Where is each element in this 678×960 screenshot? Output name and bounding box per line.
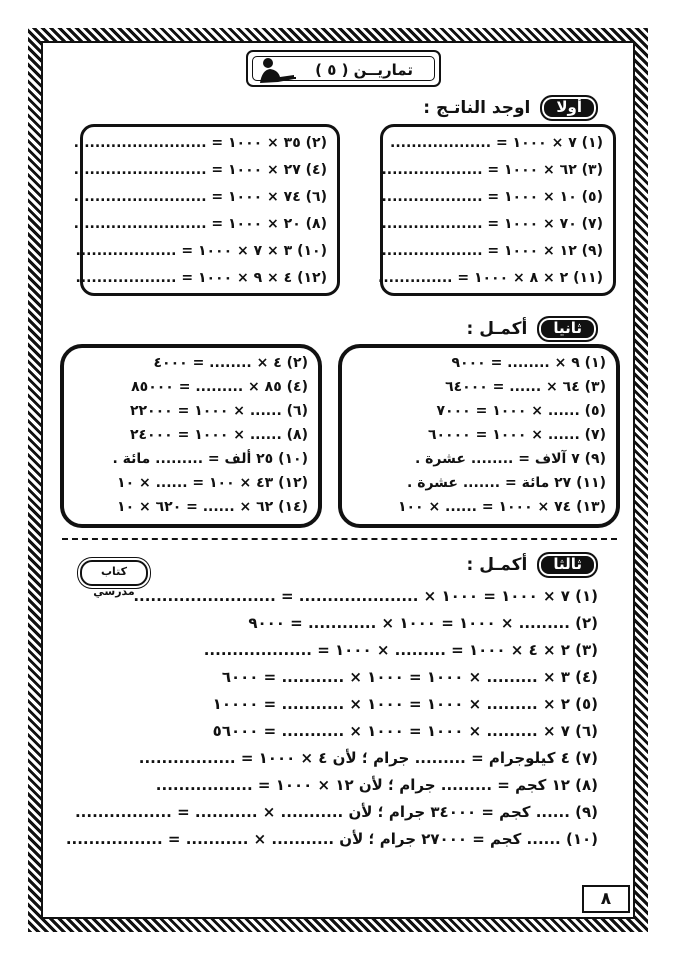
- exercise-item: (٨) ...... × ١٠٠٠ = ٢٤٠٠٠: [129, 427, 308, 443]
- page-number: ٨: [582, 885, 630, 913]
- exercise-item: (٥) ...... × ١٠٠٠ = ٧٠٠٠: [436, 403, 606, 419]
- section1-label: اوجد الناتـج :: [423, 98, 531, 118]
- exercise-item: (١٢) ٤٣ × ١٠٠ = ...... × ١٠: [117, 475, 308, 491]
- exercise-item: (٤) ٢٧ × ١٠٠٠ = .........................: [73, 162, 327, 178]
- exercise-item: (٦) ٧٤ × ١٠٠٠ = .........................: [73, 189, 327, 205]
- section2-right-box: [338, 344, 620, 528]
- exercise-item: (١٠) ٢٥ ألف = ......... مائة .: [112, 451, 308, 467]
- exercise-item: (١) ٩ × ........ = ٩٠٠٠: [451, 355, 606, 371]
- exercise-item: (١١) ٢ × ٨ × ١٠٠٠ = ..............: [378, 270, 603, 286]
- exercise-item: (٩) ٧ آلاف = ........ عشرة .: [414, 451, 606, 467]
- exercise-item: (١٤) ٦٢ × ...... = ٦٢٠ × ١٠: [117, 499, 308, 515]
- section3-label: أكمـل :: [466, 555, 528, 575]
- exercise-item: (١٠) ...... كجم = ٢٧٠٠٠ جرام ؛ لأن ........... × ........... = .................: [65, 830, 598, 848]
- section2-header: [467, 316, 598, 342]
- section3-header: [467, 552, 598, 578]
- student-writing-icon: [254, 55, 298, 85]
- exercise-item: (٥) ١٠ × ١٠٠٠ = ...................: [381, 189, 603, 205]
- exercise-item: (٧) ٤ كيلوجرام = ......... جرام ؛ لأن ٤ × ١٠٠٠ = .................: [138, 749, 598, 767]
- exercise-item: (٧) ...... × ١٠٠٠ = ٦٠٠٠٠: [427, 427, 606, 443]
- exercise-item: (٣) ٦٢ × ١٠٠٠ = ...................: [381, 162, 603, 178]
- exercise-item: (٧) ٧٠ × ١٠٠٠ = ...................: [381, 216, 603, 232]
- section1-header: [423, 95, 598, 121]
- section1-badge: أولا: [540, 95, 598, 121]
- exercise-item: (١٢) ٤ × ٩ × ١٠٠٠ = ...................: [75, 270, 327, 286]
- section3-badge: ثالثا: [537, 552, 598, 578]
- exercise-item: (٢) ٤ × ........ = ٤٠٠٠: [153, 355, 308, 371]
- exercise-item: (٥) ٢ × ......... × ١٠٠٠ = ١٠٠٠ × ........... = ١٠٠٠٠: [212, 695, 598, 713]
- section1-left-box: [73, 124, 340, 296]
- exercise-item: (٦) ...... × ١٠٠٠ = ٢٢٠٠٠: [129, 403, 308, 419]
- textbook-tag: كتاب مدرسي: [80, 560, 148, 586]
- exercise-item: (١٣) ٧٤ × ١٠٠٠ = ...... × ١٠٠: [397, 499, 606, 515]
- exercise-item: (١) ٧ × ١٠٠٠ = ...................: [390, 135, 603, 151]
- section2-label: أكمـل :: [466, 319, 528, 339]
- section2-badge: ثانيا: [537, 316, 598, 342]
- exercise-item: (٢) ٣٥ × ١٠٠٠ = .........................: [73, 135, 327, 151]
- page-title: تماريــن ( ٥ ): [315, 61, 413, 79]
- exercise-item: (٣) ٢ × ٤ × ١٠٠٠ = ......... × ١٠٠٠ = ...................: [203, 641, 598, 659]
- exercise-item: (١١) ٢٧ مائة = ....... عشرة .: [407, 475, 606, 491]
- exercise-item: (٦) ٧ × ......... × ١٠٠٠ = ١٠٠٠ × ........... = ٥٦٠٠٠: [212, 722, 598, 740]
- section2-left-box: [60, 344, 322, 528]
- section-divider: [62, 538, 617, 544]
- exercise-item: (٤) ٨٥ × ......... = ٨٥٠٠٠: [131, 379, 308, 395]
- exercise-item: (٤) ٣ × ......... × ١٠٠٠ = ١٠٠٠ × ........... = ٦٠٠٠: [221, 668, 598, 686]
- exercise-item: (٩) ...... كجم = ٣٤٠٠٠ جرام ؛ لأن ........... × ........... = .................: [74, 803, 598, 821]
- exercise-item: (٨) ٢٠ × ١٠٠٠ = .........................: [73, 216, 327, 232]
- exercise-item: (٣) ٦٤ × ...... = ٦٤٠٠٠: [445, 379, 606, 395]
- exercise-item: (٢) ......... × ١٠٠٠ = ١٠٠٠ × ............ = ٩٠٠٠: [248, 614, 598, 632]
- section1-right-box: [380, 124, 616, 296]
- exercise-item: (٩) ١٢ × ١٠٠٠ = ...................: [381, 243, 603, 259]
- exercise-item: (١) ٧ × ١٠٠٠ = ١٠٠٠ × ..................... = .........................: [133, 587, 598, 605]
- exercise-item: (١٠) ٣ × ٧ × ١٠٠٠ = ...................: [75, 243, 327, 259]
- title-box: [246, 50, 441, 87]
- exercise-item: (٨) ١٢ كجم = ......... جرام ؛ لأن ١٢ × ١٠٠٠ = .................: [155, 776, 598, 794]
